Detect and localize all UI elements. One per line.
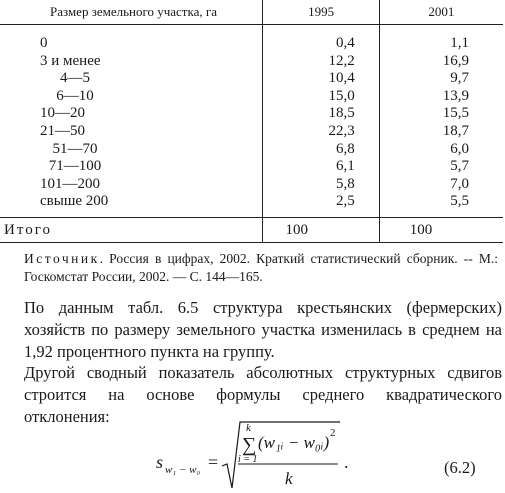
row-2001: 1,1: [379, 35, 503, 53]
source-note: [24, 250, 498, 286]
row-size-label: 21—50: [40, 122, 85, 139]
row-2001: 15,5: [379, 105, 503, 123]
formula-equals: =: [208, 452, 219, 472]
table-row: [0, 35, 503, 53]
header-2001: 2001: [379, 0, 503, 25]
formula-s: s: [156, 452, 164, 472]
row-1995: 6,1: [263, 158, 379, 176]
formula-6-2: [0, 418, 505, 493]
row-2001: 16,9: [379, 53, 503, 71]
table-total-row: [0, 217, 503, 242]
row-size-label: 51—70: [52, 140, 98, 157]
table-row: [0, 105, 503, 123]
row-2001: 18,7: [379, 123, 503, 141]
formula-graphic: [0, 418, 440, 493]
row-1995: 15,0: [263, 88, 379, 106]
table-row: [0, 123, 503, 141]
row-size-label: 3 и менее: [40, 52, 101, 69]
row-size: [0, 88, 263, 106]
row-1995: 22,3: [263, 123, 379, 141]
row-size-label: 4—5: [60, 70, 90, 87]
equation-number: (6.2): [444, 458, 476, 477]
table-header-row: [0, 0, 503, 25]
row-size-label: 0: [40, 35, 48, 51]
formula-term: (w₁ᵢ − w₀ᵢ): [258, 433, 330, 452]
table-row: [0, 70, 503, 88]
row-size: [0, 53, 263, 71]
row-size-label: 10—20: [40, 105, 85, 122]
table-row: [0, 158, 503, 176]
table-row: [0, 193, 503, 211]
total-2001: 100: [379, 217, 503, 242]
row-size: [0, 193, 263, 211]
row-size: [0, 141, 263, 159]
row-1995: 18,5: [263, 105, 379, 123]
source-label: Источник: [24, 251, 100, 266]
table-row: [0, 53, 503, 71]
row-size: [0, 158, 263, 176]
row-2001: 6,0: [379, 141, 503, 159]
row-size-label: 101—200: [40, 175, 100, 192]
sum-upper: k: [246, 422, 251, 434]
table-row: [0, 88, 503, 106]
formula-period: .: [344, 452, 349, 472]
row-size-label: 6—10: [56, 87, 94, 104]
sum-sign: ∑: [242, 434, 257, 456]
row-1995: 10,4: [263, 70, 379, 88]
formula-subscript: w₁ − w₀: [165, 464, 201, 476]
row-2001: 5,5: [379, 193, 503, 211]
row-size-label: 71—100: [48, 158, 102, 175]
row-size: [0, 105, 263, 123]
row-1995: 6,8: [263, 141, 379, 159]
row-size: [0, 123, 263, 141]
land-size-table: [0, 0, 503, 243]
formula-denominator: k: [285, 469, 293, 488]
paragraph-1: По данным табл. 6.5 структура крестьянских (фермерских) хозяйств по размеру земельного участка изменилась в среднем на 1,92 процентного пункта на группу.: [24, 298, 502, 361]
row-1995: 2,5: [263, 193, 379, 211]
table-row: [0, 141, 503, 159]
row-size: [0, 35, 263, 53]
table-spacer: [0, 25, 503, 36]
row-size-label: свыше 200: [40, 193, 109, 210]
row-2001: 9,7: [379, 70, 503, 88]
total-1995: 100: [263, 217, 379, 242]
total-label: Итого: [0, 217, 263, 242]
row-size: [0, 70, 263, 88]
sum-lower: i = 1: [238, 454, 258, 465]
row-2001: 7,0: [379, 176, 503, 194]
header-size: Размер земельного участка, га: [0, 0, 263, 25]
row-2001: 13,9: [379, 88, 503, 106]
row-1995: 5,8: [263, 176, 379, 194]
table-row: [0, 176, 503, 194]
row-1995: 12,2: [263, 53, 379, 71]
row-2001: 5,7: [379, 158, 503, 176]
formula-exponent: 2: [330, 427, 336, 439]
row-1995: 0,4: [263, 35, 379, 53]
header-1995: 1995: [263, 0, 379, 25]
table-body: [0, 25, 503, 243]
source-text: . Россия в цифрах, 2002. Краткий статистический сборник. -- М.: Госкомстат России, 2002. — С. 144—165.: [24, 251, 498, 284]
paragraph-2: Другой сводный показатель абсолютных структурных сдвигов строится на основе формулы среднего квадратического отклонения:: [24, 363, 502, 426]
row-size: [0, 176, 263, 194]
